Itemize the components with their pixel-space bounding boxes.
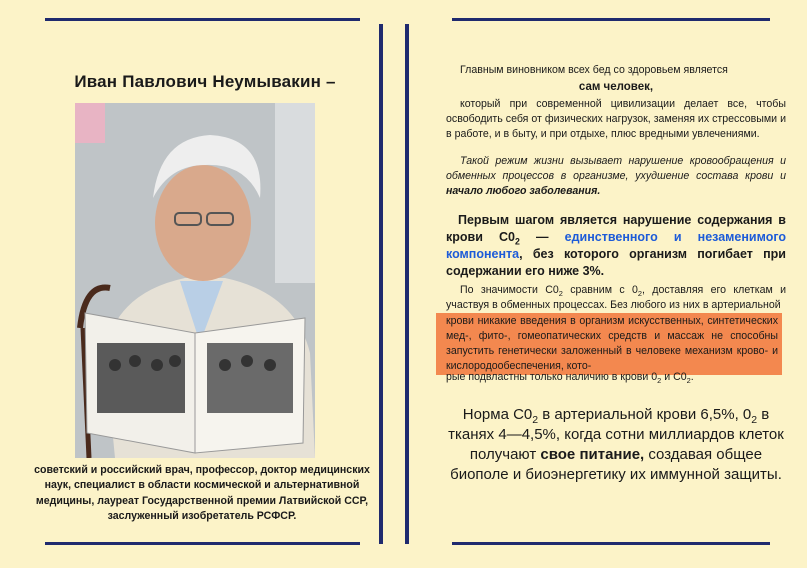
top-rule-left [45, 18, 360, 21]
key-statement-sub: 2 [515, 236, 520, 247]
portrait-photo [75, 103, 315, 458]
paragraph-dependency [446, 370, 786, 385]
norm-sub2: 2 [751, 414, 758, 426]
norm-sub1: 2 [532, 414, 539, 426]
consequences-text: Такой режим жизни вызывает нарушение кровообращения и обменных процессов в организме, ухудшение состава крови и [446, 155, 786, 182]
emphasis-heading: сам человек, [578, 81, 654, 93]
significance-c: , доставляя его клеткам и участвуя в обменных процессах. Без любого из них в артериальной [446, 284, 787, 311]
paragraph-consequences [446, 154, 786, 199]
key-statement-a: Первым шагом является нарушение содержания в крови С0 [446, 213, 786, 244]
divider-right [405, 24, 409, 544]
significance-b: сравним с 0 [562, 284, 638, 296]
norm-b: в артериальной крови 6,5%, 0 [538, 406, 752, 423]
significance-a: По значимости С0 [460, 284, 559, 296]
norm-a: Норма С0 [462, 406, 533, 423]
dependency-a: рые подвластны только наличию в крови 0 [446, 371, 658, 383]
key-statement-c: , без которого организм погибает при содержании его ниже 3%. [446, 247, 786, 278]
bottom-rule-left [45, 542, 360, 545]
photo-caption: советский и российский врач, профессор, доктор медицинских наук, специалист в области космической и альтернативной медицины, лауреат Государственной премии Латвийской ССР, заслуженный изобретатель РСФСР. [34, 464, 370, 523]
dependency-sub1: 2 [657, 376, 662, 386]
highlight-box: крови никакие введения в организм искусственных, синтетических мед-, фито-, гомеопатических средств и массаж не способны запустить генетически заложенный в человеке механизм крово- и кислородообеспечения, кото- [436, 313, 782, 375]
bottom-rule-right [452, 542, 770, 545]
norm-d: создавая общее биополе и биоэнергетику их иммунной защиты. [450, 446, 782, 483]
page-title: Иван Павлович Неумывакин – [74, 72, 336, 91]
highlighted-paragraph [436, 313, 782, 375]
norm-bold: свое питание, [540, 446, 645, 463]
paragraph-lifestyle: который при современной цивилизации делает все, чтобы освободить себя от физических нагрузок, заменяя их стрессовыми и в работе, и в быту, и при отдыхе, плюс вредными увлечениями. [446, 98, 786, 140]
dependency-b: и С0 [661, 371, 687, 383]
intro-line: Главным виновником всех бед со здоровьем является [460, 64, 728, 76]
top-rule-right [452, 18, 770, 21]
norm-paragraph [446, 405, 786, 485]
norm-c: в тканях 4—4,5%, когда сотни миллиардов клеток получают [448, 406, 784, 463]
key-statement-blue: единственного и незаменимого компонента [446, 230, 787, 261]
significance-sub1: 2 [558, 289, 563, 299]
divider-left [379, 24, 383, 544]
key-statement-b: — [519, 230, 565, 244]
key-statement [446, 212, 786, 280]
consequences-bold: начало любого заболевания. [446, 185, 601, 197]
dependency-sub2: 2 [686, 376, 691, 386]
significance-sub2: 2 [637, 289, 642, 299]
dependency-c: . [690, 371, 694, 383]
paragraph-significance [446, 283, 786, 313]
